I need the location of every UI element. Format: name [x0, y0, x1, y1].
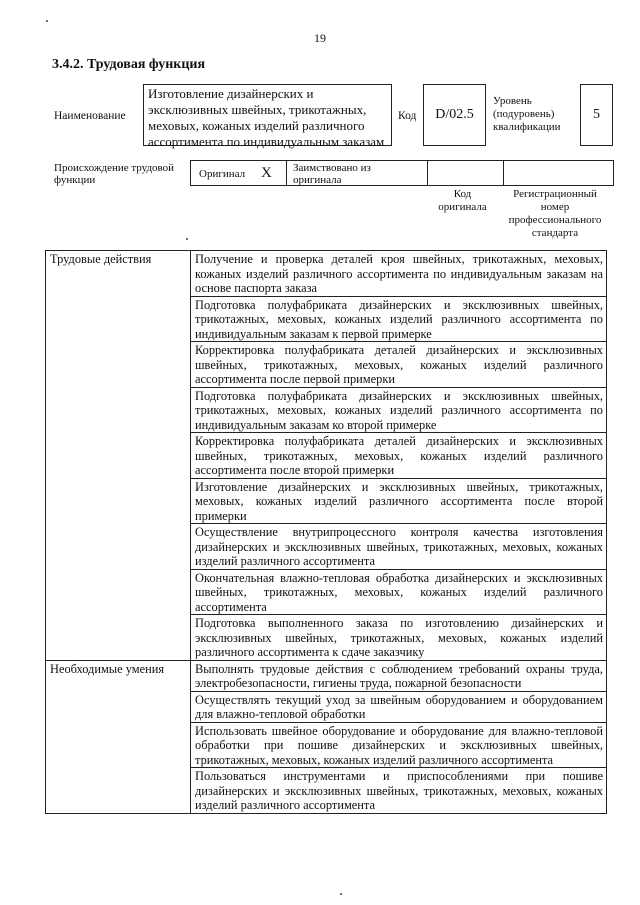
table-cell: Осуществление внутрипроцессного контроля качества изготовления дизайнерских и эксклюзивных швейных, трикотажных, меховых, кожаных изделий различного ассортимента: [191, 524, 607, 570]
table-cell: Использовать швейное оборудование и оборудование для влажно-тепловой обработки при пошиве дизайнерских и эксклюзивных швейных, трикотажных, меховых, кожаных изделий различного ассортимента: [191, 722, 607, 768]
table-cell: Выполнять трудовые действия с соблюдением требований охраны труда, электробезопасности, гигиены труда, пожарной безопасности: [191, 660, 607, 691]
page-number: 19: [314, 31, 326, 45]
reg-number-label: Регистрационный номер профессионального стандарта: [508, 188, 602, 239]
table-cell: Корректировка полуфабриката деталей дизайнерских и эксклюзивных швейных, трикотажных, меховых, кожаных изделий различного ассортимента после второй примерки: [191, 433, 607, 479]
code-original-label: Код оригинала: [438, 188, 487, 213]
origin-divider: [427, 161, 428, 185]
code-label: Код: [398, 110, 417, 122]
borrowed-label: Заимствовано из оригинала: [293, 162, 371, 186]
scan-speck: [340, 893, 342, 895]
origin-divider: [286, 161, 287, 185]
table-cell: Корректировка полуфабриката деталей дизайнерских и эксклюзивных швейных, трикотажных, меховых, кожаных изделий различного ассортимента после первой примерки: [191, 342, 607, 388]
original-label: Оригинал: [199, 168, 246, 180]
function-name: Изготовление дизайнерских и эксклюзивных швейных, трикотажных, меховых, кожаных изделий различного ассортимента по индивидуальным заказам: [143, 84, 392, 146]
level-value: 5: [580, 84, 613, 146]
code-value: D/02.5: [423, 84, 486, 146]
table-cell: Получение и проверка деталей кроя швейных, трикотажных, меховых, кожаных изделий различного ассортимента по индивидуальным заказам на основе паспорта заказа: [191, 251, 607, 297]
scan-speck: [186, 238, 188, 240]
original-mark: X: [261, 165, 272, 181]
table-cell: Окончательная влажно-тепловая обработка дизайнерских и эксклюзивных швейных, трикотажных, меховых, кожаных изделий различного ассортимента: [191, 569, 607, 615]
table-cell: Подготовка полуфабриката дизайнерских и эксклюзивных швейных, трикотажных, меховых, кожаных изделий различного ассортимента по индивидуальным заказам ко второй примерке: [191, 387, 607, 433]
table-row: [46, 251, 607, 297]
table-cell: Осуществлять текущий уход за швейным оборудованием и оборудованием для влажно-тепловой обработки: [191, 691, 607, 722]
scan-speck: [46, 20, 48, 22]
origin-divider: [503, 161, 504, 185]
level-label: Уровень (подуровень) квалификации: [493, 95, 561, 133]
origin-table: [190, 160, 614, 186]
section-heading: Необходимые умения: [46, 660, 191, 813]
table-cell: Подготовка полуфабриката дизайнерских и эксклюзивных швейных, трикотажных, меховых, кожаных изделий различного ассортимента по индивидуальным заказам к первой примерке: [191, 296, 607, 342]
section-title: 3.4.2. Трудовая функция: [52, 57, 206, 72]
section-heading: Трудовые действия: [46, 251, 191, 661]
table-row: [46, 660, 607, 691]
table-cell: Пользоваться инструментами и приспособлениями при пошиве дизайнерских и эксклюзивных швейных, трикотажных, меховых, кожаных изделий различного ассортимента: [191, 768, 607, 814]
table-cell: Подготовка выполненного заказа по изготовлению дизайнерских и эксклюзивных швейных, трикотажных, меховых, кожаных изделий различного ассортимента к сдаче заказчику: [191, 615, 607, 661]
origin-label: Происхождение трудовой функции: [54, 162, 175, 186]
table-cell: Изготовление дизайнерских и эксклюзивных швейных, трикотажных, меховых, кожаных изделий различного ассортимента после второй примерки: [191, 478, 607, 524]
labor-functions-table: [45, 250, 607, 814]
name-label: Наименование: [54, 110, 126, 122]
